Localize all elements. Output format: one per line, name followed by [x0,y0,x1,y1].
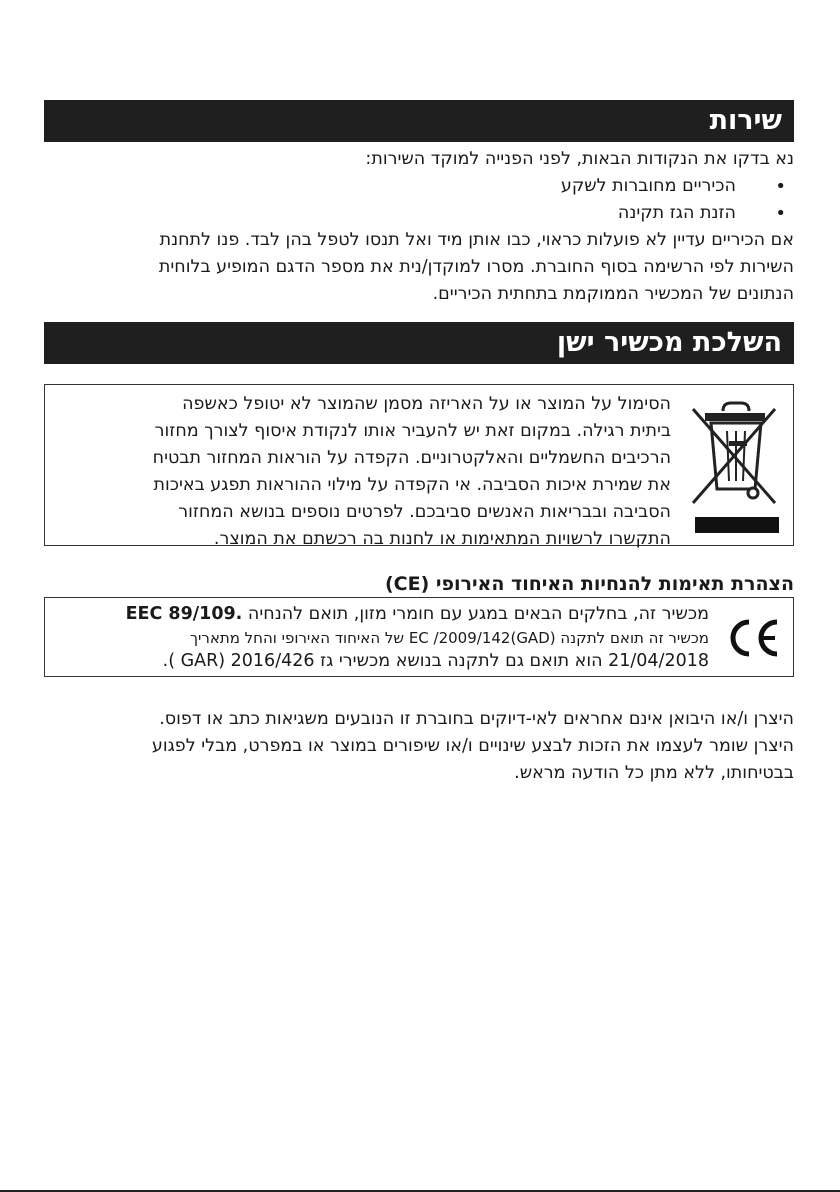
service-paragraph-line: השירות לפי הרשימה בסוף החוברת. מסרו למוקדן/נית את מספר הדגם המופיע בלוחית [158,257,794,277]
disposal-section-header [44,322,794,364]
disposal-line: הסימול על המוצר או על האריזה מסמן שהמוצר לא יטופל כאשפה [182,394,671,414]
ce-icon-cell [713,598,793,676]
ce-heading: הצהרת תאימות להנחיות האיחוד האירופי (CE) [384,573,794,595]
ce-text [51,602,709,674]
disposal-title: השלכת מכשיר ישן [556,327,782,358]
disclaimer-line: בבטיחותו, ללא מתן כל הודעה מראש. [514,763,794,783]
check-item: • הכיריים מחוברות לשקע [44,173,794,200]
ce-line-1 [51,602,709,627]
service-intro: נא בדקו את הנקודות הבאות, לפני הפנייה למוקד השירות: [365,149,794,169]
ce-directive-code: EEC 89/109. [125,604,243,624]
disposal-text [51,391,671,553]
ce-mark-icon [725,618,781,658]
ce-line-1-text: מכשיר זה, בחלקים הבאים במגע עם חומרי מזון, תואם להנחיה [247,604,709,624]
ce-box [44,597,794,677]
service-title: שירות [709,105,782,136]
disclaimer-line: היצרן שומר לעצמו את הזכות לבצע שינויים ו/או שיפורים במוצר או במפרט, מבלי לפגוע [151,736,794,756]
disposal-icon-cell [671,385,793,545]
ce-line-3: 21/04/2018 הוא תואם גם לתקנה בנושא מכשירי גז GAR) 2016/426 ). [162,651,709,671]
service-checklist [44,173,794,227]
disclaimer [44,706,794,787]
disposal-box [44,384,794,549]
disposal-line: התקשרו לרשויות המתאימות או לחנות בה רכשתם את המוצר. [213,529,671,549]
service-paragraph-line: אם הכיריים עדיין לא פועלות כראוי, כבו אותן מיד ואל תנסו לטפל בהן לבד. פנו לתחנת [159,230,794,250]
disposal-line: את שמירת איכות הסביבה. אי הקפדה על מילוי ההוראות תפגע באיכות [153,475,671,495]
crossed-out-wheelie-bin-icon [683,391,783,541]
check-item: • הזנת הגז תקינה [44,200,794,227]
disposal-line: הרכיבים החשמליים והאלקטרוניים. הקפדה על הוראות המחזור תבטיח [152,448,671,468]
disposal-line: ביתית רגילה. במקום זאת יש להעביר אותו לנקודת איסוף לצורך מחזור [154,421,671,441]
disposal-line: הסביבה ובבריאות האנשים סביבכם. לפרטים נוספים בנושא המחזור [178,502,671,522]
service-section-header [44,100,794,142]
ce-line-2: מכשיר זה תואם לתקנה (GAD)EC /2009/142 של האיחוד האירופי והחל מתאריך [189,629,709,647]
disclaimer-line: היצרן ו/או היבואן אינם אחראים לאי-דיוקים בחוברת זו הנובעים משגיאות כתב או דפוס. [159,709,794,729]
service-content [44,146,794,308]
service-paragraph-line: הנתונים של המכשיר הממוקמת בתחתית הכיריים. [432,284,794,304]
